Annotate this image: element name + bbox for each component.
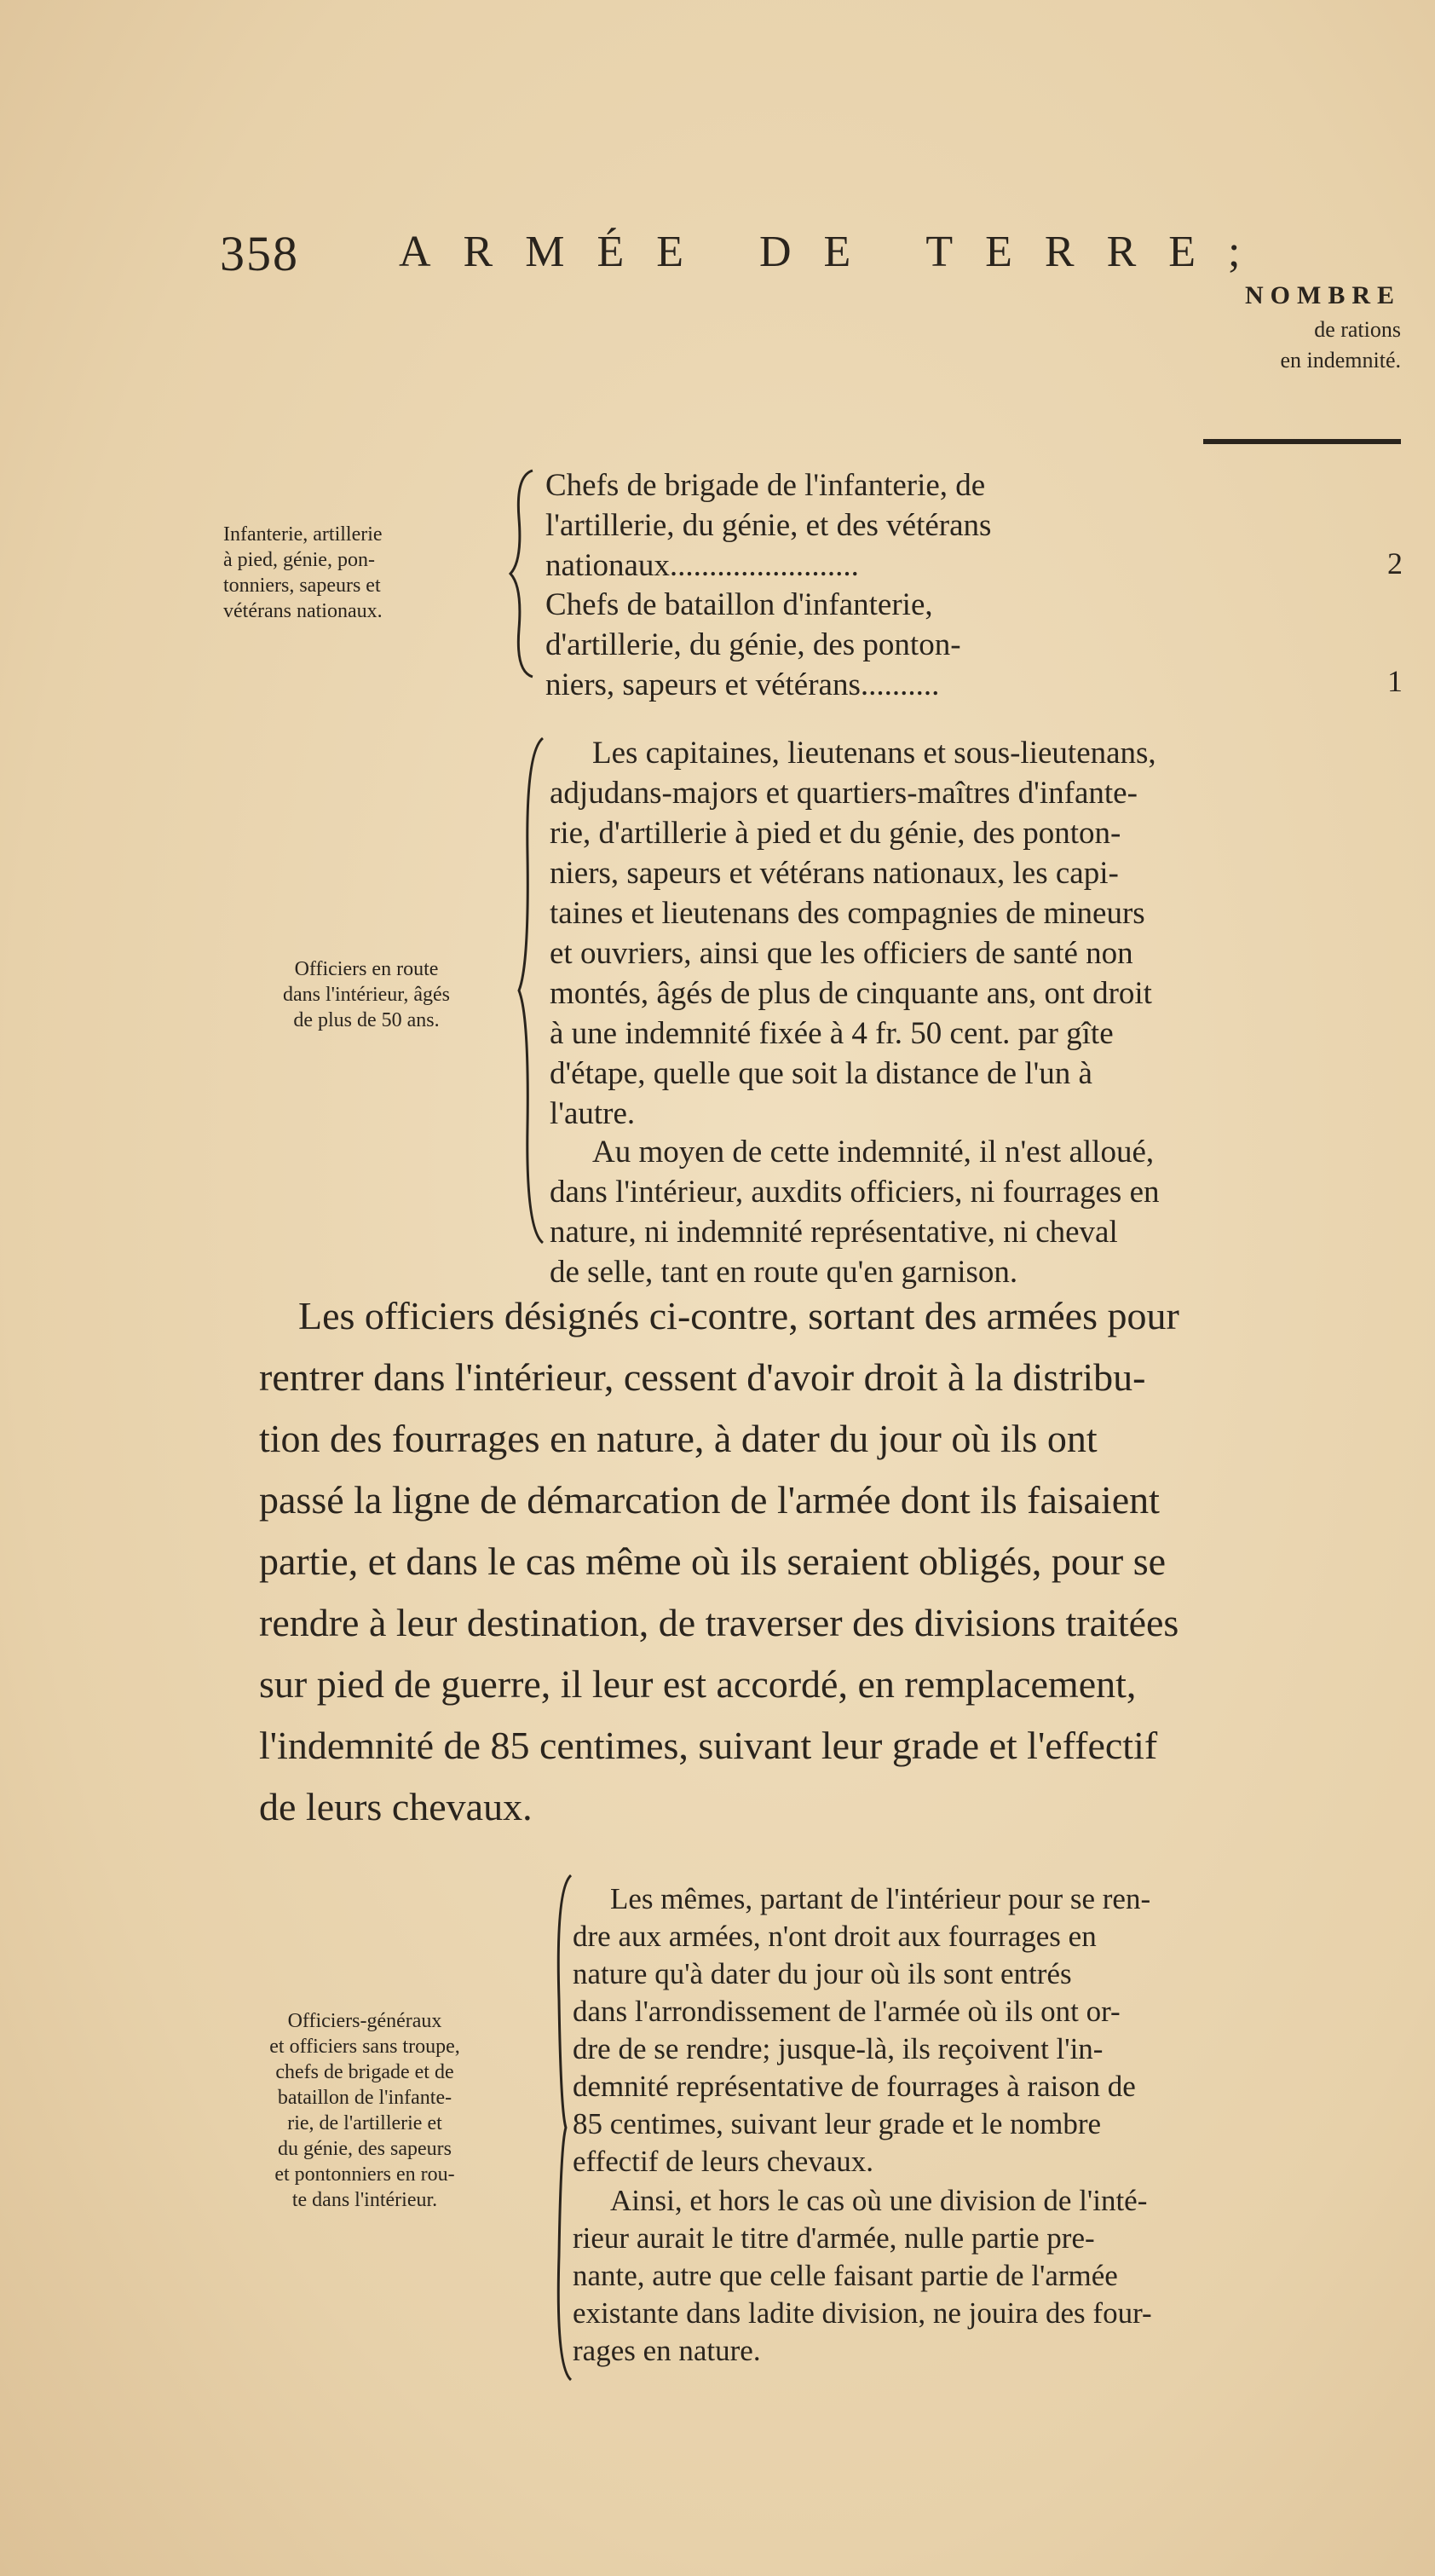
paragraph-line: nature, ni indemnité représentative, ni cheval (550, 1215, 1118, 1250)
paragraph-line: dre de se rendre; jusque-là, ils reçoivent l'in- (573, 2032, 1104, 2065)
entry-line: d'artillerie, du génie, des ponton- (545, 627, 961, 662)
paragraph-line: rie, d'artillerie à pied et du génie, des ponton- (550, 816, 1121, 851)
paragraph-line: Au moyen de cette indemnité, il n'est alloué, (592, 1135, 1155, 1170)
main-line: Les officiers désignés ci-contre, sortant des armées pour (298, 1294, 1179, 1337)
running-title: ARMÉE DE TERRE; (399, 228, 1273, 276)
curly-brace (516, 735, 550, 1246)
margin-note-line: du génie, des sapeurs (278, 2138, 452, 2160)
margin-note-line: tonniers, sapeurs et (223, 575, 381, 597)
main-line: passé la ligne de démarcation de l'armée dont ils faisaient (259, 1478, 1160, 1522)
entry-line: Chefs de bataillon d'infanterie, (545, 587, 933, 622)
paragraph-line: 85 centimes, suivant leur grade et le nombre (573, 2107, 1102, 2140)
main-line: l'indemnité de 85 centimes, suivant leur grade et l'effectif (259, 1724, 1158, 1767)
paragraph-line: d'étape, quelle que soit la distance de l'un à (550, 1056, 1092, 1091)
paragraph-line: nante, autre que celle faisant partie de l'armée (573, 2259, 1118, 2292)
paragraph-line: dans l'intérieur, auxdits officiers, ni fourrages en (550, 1175, 1160, 1210)
main-line: rentrer dans l'intérieur, cessent d'avoir droit à la distribu- (259, 1355, 1146, 1399)
main-line: tion des fourrages en nature, à dater du jour où ils ont (259, 1417, 1098, 1460)
paragraph-line: Les capitaines, lieutenans et sous-lieutenans, (592, 736, 1156, 771)
paragraph-line: rieur aurait le titre d'armée, nulle partie pre- (573, 2221, 1095, 2255)
paragraph-line: rages en nature. (573, 2334, 761, 2367)
paragraph-line: de selle, tant en route qu'en garnison. (550, 1255, 1018, 1290)
paragraph-capitaines (550, 733, 1400, 1134)
rations-column-header (1128, 281, 1401, 373)
column-header-rule (1203, 439, 1401, 444)
paragraph-au-moyen (550, 1132, 1400, 1292)
margin-note-line: vétérans nationaux. (223, 600, 383, 622)
paragraph-line: taines et lieutenans des compagnies de mineurs (550, 896, 1145, 931)
entry-chefs-bataillon (545, 585, 1312, 705)
paragraph-line: dans l'arrondissement de l'armée où ils ont or- (573, 1995, 1121, 2028)
paragraph-line: niers, sapeurs et vétérans nationaux, les capi- (550, 856, 1119, 891)
entry-line: l'artillerie, du génie, et des vétérans (545, 508, 992, 543)
paragraph-line: existante dans ladite division, ne jouira des four- (573, 2296, 1152, 2330)
paragraph-line: effectif de leurs chevaux. (573, 2145, 874, 2178)
page-number: 358 (220, 226, 299, 281)
margin-note-line: Officiers en route (294, 958, 439, 980)
paragraph-line: nature qu'à dater du jour où ils sont entrés (573, 1957, 1072, 1990)
margin-note-line: Officiers-généraux (287, 2010, 442, 2032)
margin-note-line: dans l'intérieur, âgés (283, 984, 450, 1006)
curly-brace (507, 467, 541, 680)
paragraph-line: et ouvriers, ainsi que les officiers de santé non (550, 936, 1133, 971)
main-line: rendre à leur destination, de traverser des divisions traitées (259, 1601, 1179, 1644)
margin-note-infantry (223, 522, 530, 624)
paragraph-line: Ainsi, et hors le cas où une division de l'inté- (610, 2184, 1148, 2217)
entry-line: nationaux........................ (545, 548, 859, 583)
main-line: sur pied de guerre, il leur est accordé, en remplacement, (259, 1662, 1137, 1706)
rations-value: 1 (1387, 664, 1403, 698)
main-paragraph (259, 1285, 1401, 1838)
column-header-line2: de rations (1314, 317, 1401, 342)
margin-note-line: à pied, génie, pon- (223, 549, 375, 571)
paragraph-line: demnité représentative de fourrages à raison de (573, 2070, 1136, 2103)
main-line: partie, et dans le cas même où ils seraient obligés, pour se (259, 1539, 1167, 1583)
entry-chefs-brigade (545, 465, 1312, 586)
margin-note-line: bataillon de l'infante- (277, 2087, 452, 2109)
margin-note-officiers-route (213, 956, 520, 1033)
paragraph-line: Les mêmes, partant de l'intérieur pour se ren- (610, 1882, 1151, 1915)
paragraph-line: adjudans-majors et quartiers-maîtres d'infante- (550, 776, 1138, 811)
margin-note-line: Infanterie, artillerie (223, 523, 383, 546)
margin-note-officiers-generaux (218, 2008, 511, 2213)
margin-note-line: de plus de 50 ans. (293, 1009, 440, 1031)
paragraph-line: montés, âgés de plus de cinquante ans, ont droit (550, 976, 1152, 1011)
margin-note-line: rie, de l'artillerie et (287, 2112, 442, 2134)
paragraph-line: à une indemnité fixée à 4 fr. 50 cent. par gîte (550, 1016, 1114, 1051)
margin-note-line: te dans l'intérieur. (291, 2189, 438, 2211)
margin-note-line: et officiers sans troupe, (269, 2036, 460, 2058)
paragraph-les-memes (573, 1880, 1401, 2180)
rations-value: 2 (1387, 546, 1403, 580)
column-header-line1: NOMBRE (1245, 281, 1401, 309)
paragraph-line: l'autre. (550, 1096, 636, 1131)
column-header-line3: en indemnité. (1280, 348, 1401, 373)
entry-line: Chefs de brigade de l'infanterie, de (545, 468, 986, 503)
paragraph-line: dre aux armées, n'ont droit aux fourrages en (573, 1920, 1097, 1953)
margin-note-line: chefs de brigade et de (275, 2061, 454, 2083)
entry-line: niers, sapeurs et vétérans.......... (545, 667, 940, 702)
main-line: de leurs chevaux. (259, 1785, 533, 1828)
paragraph-ainsi (573, 2182, 1401, 2370)
margin-note-line: et pontonniers en rou- (274, 2163, 455, 2186)
